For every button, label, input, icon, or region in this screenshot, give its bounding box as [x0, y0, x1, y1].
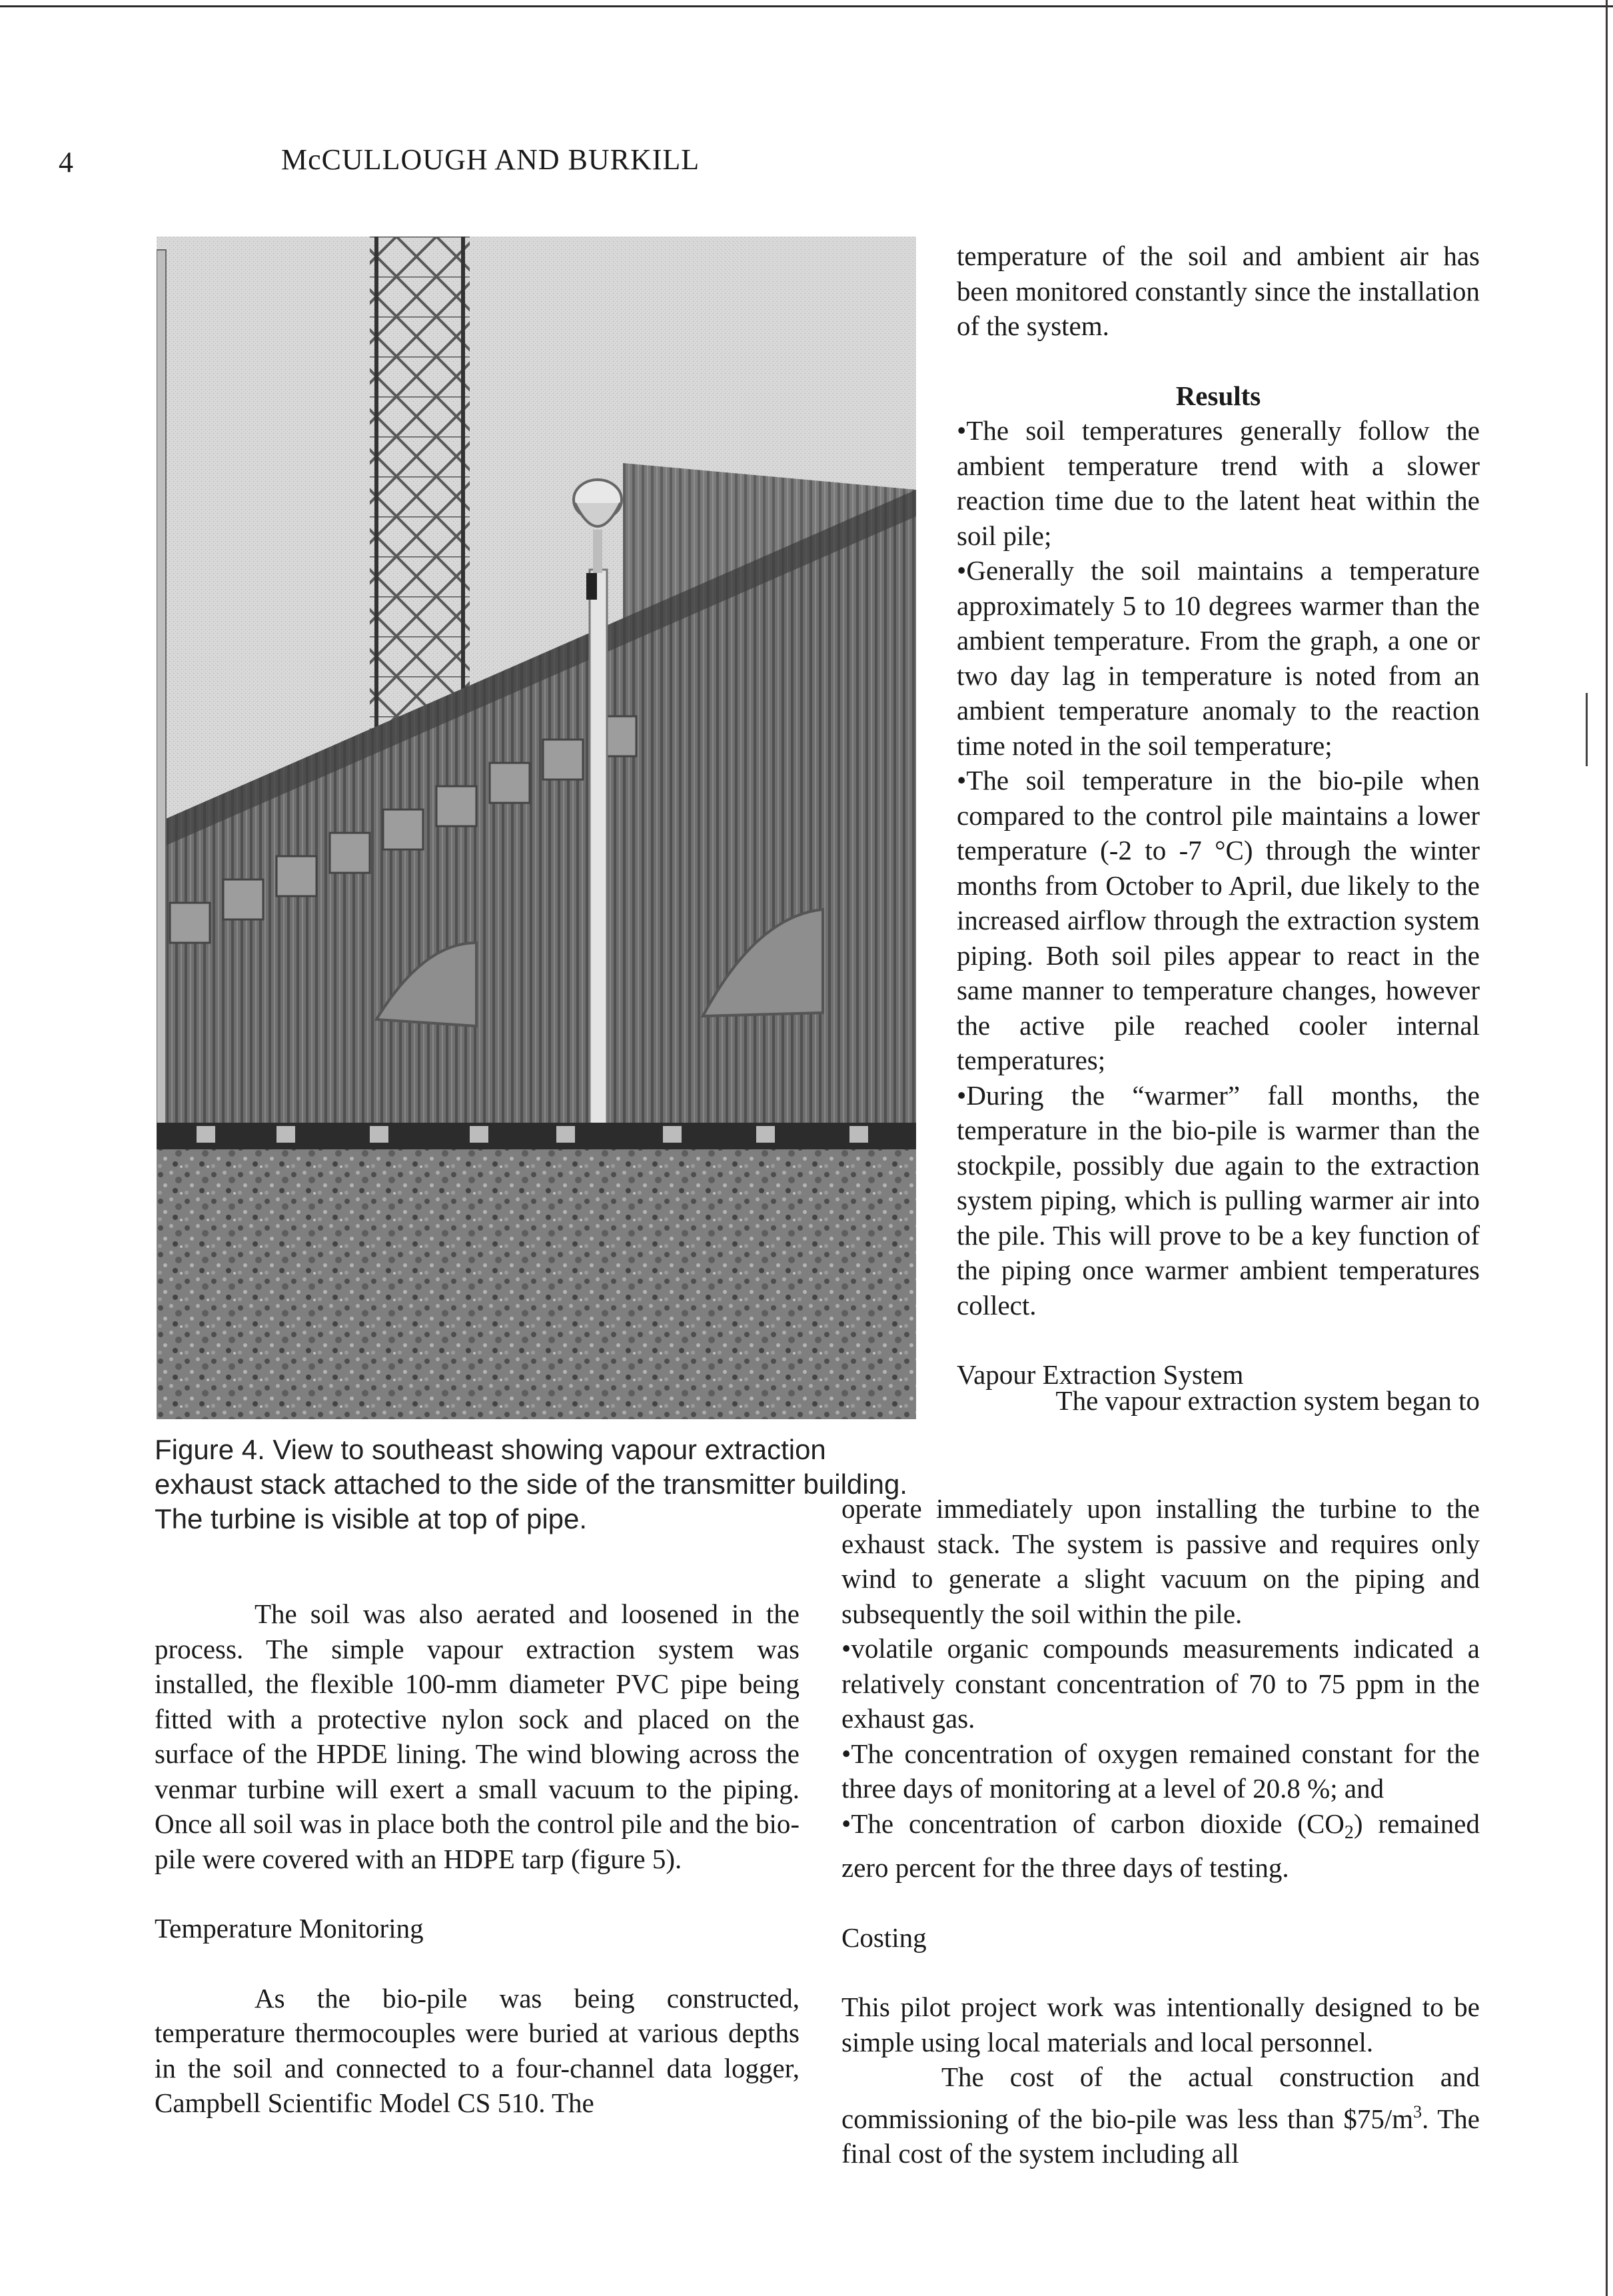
vapour-bullet — [841, 1806, 1480, 1886]
top-rule — [0, 5, 1613, 7]
intro-paragraph: temperature of the soil and ambient air has been monitored constantly since the installation of the system. — [957, 241, 1480, 341]
results-bullet: •Generally the soil maintains a temperature approximately 5 to 10 degrees warmer than the ambient temperature. From the graph, a one or two day lag in temperature is noted from an ambient temperature anomaly to the reaction time noted in the soil temperature; — [957, 555, 1480, 761]
right-column-bottom — [841, 1491, 1480, 2171]
vapour-bullet: •The concentration of oxygen remained constant for the three days of monitoring at a level of 20.8 %; and — [841, 1738, 1480, 1804]
margin-mark — [1586, 693, 1588, 766]
running-head: McCULLOUGH AND BURKILL — [281, 143, 700, 176]
figure-photo — [157, 237, 916, 1419]
thermocouple-paragraph: As the bio-pile was being constructed, temperature thermocouples were buried at various depths in the soil and connected to a four-channel data logger, Campbell Scientific Model CS 510. The — [155, 1982, 800, 2118]
cost-superscript: 3 — [1413, 2101, 1422, 2121]
figure-caption: Figure 4. View to southeast showing vapour extraction exhaust stack attached to the side of the transmitter building. The turbine is visible at top of pipe. — [155, 1434, 907, 1534]
vapour-heading: Vapour Extraction System — [957, 1359, 1244, 1390]
spacer — [155, 1876, 800, 1911]
spacer — [155, 1946, 800, 1981]
results-heading: Results — [1175, 380, 1261, 411]
vapour-paragraph-start: The vapour extraction system began to — [1055, 1385, 1480, 1416]
cost-text-end: . The final cost of the system including all — [841, 2103, 1480, 2169]
costing-heading: Costing — [841, 1922, 927, 1953]
temperature-monitoring-heading: Temperature Monitoring — [155, 1913, 424, 1944]
results-bullet: •The soil temperature in the bio-pile when compared to the control pile maintains a lower temperature (-2 to -7 °C) through the winter months from October to April, due likely to the increased airflow through the extraction system piping. Both soil piles appear to react in the same manner to temperature changes, however the active pile reached cooler internal temperatures; — [957, 765, 1480, 1075]
right-column-top — [957, 239, 1480, 1393]
costing-paragraph — [841, 2059, 1480, 2171]
results-bullet: •During the “warmer” fall months, the temperature in the bio-pile is warmer than the stockpile, possibly due again to the extraction system piping, which is pulling warmer air into the pile. This will prove to be a key function of the piping once warmer ambient temperatures collect. — [957, 1079, 1480, 1321]
right-edge-rule — [1606, 0, 1608, 2296]
vapour-first-line — [957, 1383, 1480, 1419]
co2-text-end: ) remained zero percent for the three days of testing. — [841, 1808, 1480, 1883]
results-bullet: •The soil temperatures generally follow the ambient temperature trend with a slower reaction time due to the latent heat within the soil pile; — [957, 415, 1480, 551]
left-column — [155, 1596, 800, 2121]
aeration-paragraph: The soil was also aerated and loosened in the process. The simple vapour extraction system was installed, the flexible 100-mm diameter PVC pipe being fitted with a protective nylon sock and placed on the surface of the HPDE lining. The wind blowing across the venmar turbine will exert a small vacuum to the piping. Once all soil was in place both the control pile and the bio-pile were covered with an HDPE tarp (figure 5). — [155, 1598, 800, 1874]
vapour-paragraph: operate immediately upon installing the turbine to the exhaust stack. The system is passive and requires only wind to generate a slight vacuum on the piping and subsequently the soil within the pile. — [841, 1493, 1480, 1629]
spacer — [841, 1886, 1480, 1920]
co2-subscript: 2 — [1344, 1822, 1354, 1843]
cost-text: The cost of the actual construction and commissioning of the bio-pile was less than $75/m — [841, 2061, 1480, 2134]
spacer — [957, 1323, 1480, 1357]
co2-text: •The concentration of carbon dioxide (CO — [841, 1808, 1344, 1839]
spacer — [957, 344, 1480, 378]
costing-paragraph: This pilot project work was intentionally designed to be simple using local materials and local personnel. — [841, 1992, 1480, 2057]
spacer — [841, 1955, 1480, 1990]
page-number: 4 — [59, 146, 73, 179]
vapour-bullet: •volatile organic compounds measurements indicated a relatively constant concentration of 70 to 75 ppm in the exhaust gas. — [841, 1633, 1480, 1734]
